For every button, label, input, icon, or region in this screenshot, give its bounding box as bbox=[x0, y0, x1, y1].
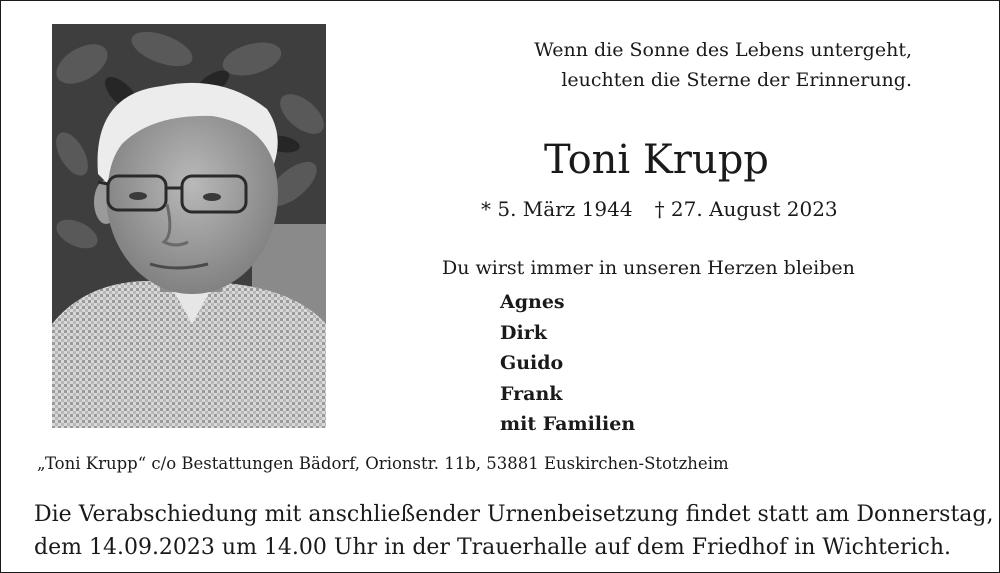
motto-quote bbox=[534, 35, 912, 95]
mourners-list bbox=[500, 287, 635, 440]
condolence-address: „Toni Krupp“ c/o Bestattungen Bädorf, Orionstr. 11b, 53881 Euskirchen-Stotzheim bbox=[37, 454, 729, 473]
farewell-line: Du wirst immer in unseren Herzen bleiben bbox=[442, 257, 855, 279]
ceremony-notice bbox=[34, 498, 994, 564]
motto-line-2: leuchten die Sterne der Erinnerung. bbox=[561, 69, 912, 91]
ceremony-line-2: dem 14.09.2023 um 14.00 Uhr in der Trauerhalle auf dem Friedhof in Wichterich. bbox=[34, 535, 952, 560]
mourner-name: Guido bbox=[500, 352, 564, 374]
mourner-name: Agnes bbox=[500, 291, 565, 313]
death-date: † 27. August 2023 bbox=[654, 197, 838, 221]
portrait-image bbox=[52, 24, 326, 428]
mourner-name: mit Familien bbox=[500, 413, 636, 435]
ceremony-line-1: Die Verabschiedung mit anschließender Urnenbeisetzung findet statt am Donnerstag, bbox=[34, 502, 994, 527]
mourner-name: Dirk bbox=[500, 321, 547, 344]
birth-date: * 5. März 1944 bbox=[481, 197, 633, 221]
motto-line-1: Wenn die Sonne des Lebens untergeht, bbox=[534, 39, 912, 61]
mourner-name: Frank bbox=[500, 382, 563, 405]
portrait-photo bbox=[52, 24, 326, 428]
deceased-name: Toni Krupp bbox=[544, 137, 769, 183]
life-dates bbox=[481, 196, 838, 222]
